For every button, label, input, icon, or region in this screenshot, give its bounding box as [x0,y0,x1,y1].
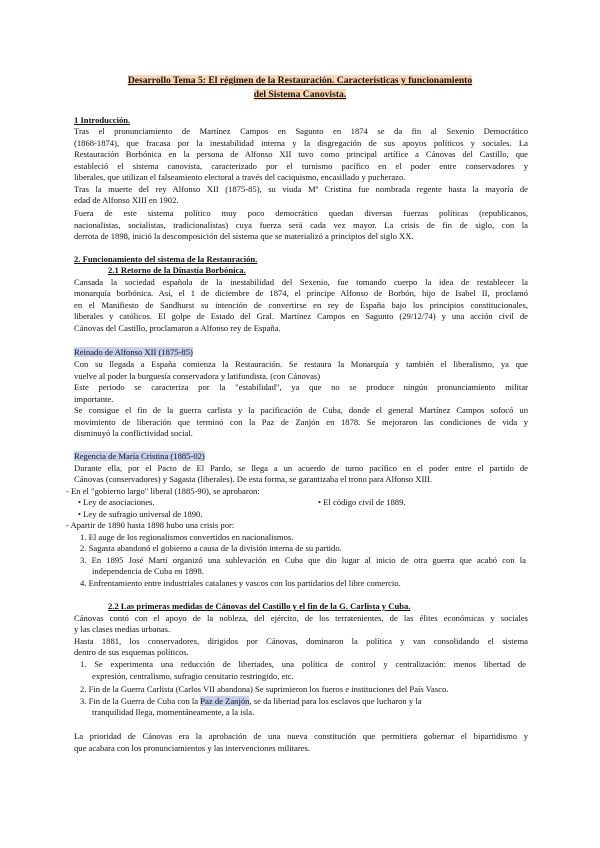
s2-p1-line: monarquía borbónica. Así, el 1 de diciembre de 1874, el príncipe Alfonso de Borbón, hijo de Isabel II, proclamó [74,288,528,298]
crisis-list-item: 4. Enfrentamiento entre industriales catalanes y vascos con los partidarios del libre comercio. [80,577,401,588]
crisis-list-item: 1. El auge de los regionalismos convertidos en nacionalismos. [80,531,294,542]
s1-p2-line: edad de Alfonso XIII en 1902. [74,195,179,205]
reinado-p2-line: importante. [74,393,114,404]
crisis-text: Apartir de 1890 hasta 1898 hubo una crisis por: [70,520,235,530]
regencia-p1-line: Durante ella, por el Pacto de El Pardo, se llega a un acuerdo de turno pacífico en el poder entre el partido de [74,462,528,473]
ley-asociaciones-text: Ley de asociaciones. [83,497,155,507]
reinado-p1-line: Con su llegada a España comienza la Restauración. Se restaura la Monarquía y también el liberalismo, ya que [74,359,528,369]
medidas-list-item: expresión, centralismo, sufragio censitario restringido, etc. [92,670,294,681]
final-p-line: La prioridad de Cánovas era la aprobación de una nueva constitución que permitiera gobernar el bipartidismo y [74,731,528,741]
s1-p3-line: nacionalistas, socialistas, tradicionalistas) cuya fuerza será cada vez mayor. La crisis de fin de siglo, con la [74,219,528,230]
s1-p1-line: estableció el sistema canovista, caracterizado por el turnismo pacífico en el poder entre conservadores y [74,160,528,171]
s1-p1-line: liberales, que utilizan el falseamiento electoral a través del caciquismo, encasillado y pucherazo. [74,172,406,182]
reinado-p1-line: vuelve al poder la burguesía conservadora y latifundista. (con Cánovas) [74,370,321,381]
ley-asociaciones-item: • Ley de asociaciones. [78,497,155,507]
title-text-2: del Sistema Canovista. [253,89,347,100]
subsection-2-2-heading: 2.2 Las primeras medidas de Cánovas del Castillo y el fin de la G. Carlista y Cuba. [108,601,411,611]
ley-sufragio-text: Ley de sufragio universal de 1890. [83,508,203,519]
regencia-heading-text: Regencia de María Cristina (1885-02) [74,451,205,461]
reinado-p3-line: movimiento de liberación que terminó con la Paz de Zanjón en 1878. Se mejoraron las condiciones de vida y [74,416,528,427]
reinado-p3-line: disminuyó la conflictividad social. [74,428,193,438]
s2-p3-line: dentro de sus esquemas políticos. [74,647,189,657]
crisis-list-item: 3. En 1895 José Martí organizó una sublevación en Cuba que dio lugar al inicio de otra guerra que acabó con la [80,554,526,565]
ley-sufragio-item: • Ley de sufragio universal de 1890. [78,508,203,519]
medidas-list-item: 1. Se experimenta una reducción de libertades, una política de control y centralización: menos libertad de [80,659,526,669]
regencia-heading [74,451,528,463]
s2-p1-line: en el Manifiesto de Sandhurst su intención de convertirse en rey de España bajo los principios constitucionales, [74,299,528,310]
codigo-civil-item: • El código civil de 1889. [318,497,406,507]
medidas-list-item-cuba [80,696,526,708]
medidas-list-item: tranquilidad llega, momentáneamente, a la isla. [92,707,255,717]
cuba-text-a: 3. Fin de la Guerra de Cuba con la [80,695,199,706]
title-text-1: Desarrollo Tema 5: El régimen de la Restauración. Características y funcionamiento [127,75,473,86]
s2-p1-line: liberales y católicos. El golpe de Estado del Gral. Martínez Campos en Sagunto (29/12/74) y una acción civil de [74,311,528,321]
crisis-list-item: independencia de Cuba en 1898. [92,566,204,576]
s2-p1-line: Cansada la sociedad española de la inestabilidad del Sexenio, fue tomando cuerpo la idea de restablecer la [74,276,528,287]
cuba-text-b: , se da libertad para los esclavos que lucharon y la [249,695,422,706]
doc-title-line-1 [80,74,520,87]
gobierno-largo-line: - En el "gobierno largo" liberal (1885-90), se aprobaron: [66,485,260,496]
section-2-heading: 2. Funcionamiento del sistema de la Restauración. [74,254,258,264]
subsection-2-1-heading: 2.1 Retorno de la Dinastía Borbónica. [108,265,246,275]
s1-p1-line: Tras el pronunciamiento de Martínez Campos en Sagunto en 1874 se da fin al Sexenio Democrático [74,126,528,136]
regencia-p1-line: Cánovas (conservadores) y Sagasta (liberales). De esta forma, se garantizaba el trono para Alfonso XIII. [74,474,433,484]
reinado-p3-line: Se consigue el fin de la guerra carlista y la pacificación de Cuba, donde el general Martínez Campos sofocó un [74,405,528,415]
section-1-heading: 1 Introducción. [74,115,131,125]
reinado-p2-line: Este periodo se caracteriza por la "estabilidad", ya que no se produce ningún pronunciamiento militar [74,382,528,392]
doc-title-line-2 [80,88,520,101]
reinado-heading-text: Reinado de Alfonso XII (1875-85) [74,347,193,357]
gobierno-largo-text: En el "gobierno largo" liberal (1885-90), se aprobaron: [71,485,260,496]
medidas-list-item: 2. Fin de la Guerra Carlista (Carlos VII abandona) Se suprimieron los fueros e instituciones del País Vasco. [80,684,449,694]
s1-p3-line: derrota de 1898, inició la descomposición del sistema que se materializó a principios del siglo XX. [74,231,414,241]
reinado-heading [74,347,528,359]
s1-p2-line: Tras la muerte del rey Alfonso XII (1875-85), su viuda Mª Cristina fue nombrada regente hasta la mayoría de [74,183,528,194]
codigo-civil-text: El código civil de 1889. [323,497,406,507]
s2-p2-line: y las clases medias urbanas. [74,624,171,634]
s1-p1-line: (1868-1874), que fracasa por la inestabilidad interna y la disgregación de sus apoyos políticos y sociales. La [74,137,528,148]
paz-zanjon-highlight: Paz de Zanjón [200,695,250,706]
s1-p3-line: Fuera de este sistema político muy poco democrático quedan diversas fuerzas políticas (republicanos, [74,208,528,218]
s2-p3-line: Hasta 1881, los conservadores, dirigidos por Cánovas, dominaron la política y van consolidando el sistema [74,635,528,646]
crisis-line: - Apartir de 1890 hasta 1898 hubo una crisis por: [66,520,235,530]
crisis-list-item: 2. Sagasta abandonó el gobierno a causa de la división interna de su partido. [80,543,342,553]
final-p-line: que acabara con los pronunciamientos y las intervenciones militares. [74,742,311,753]
s1-p1-line: Restauración Borbónica en la persona de Alfonso XII tuvo como principal artífice a Cánovas del Castillo, que [74,149,528,159]
s2-p1-line: Cánovas del Castillo, proclamaron a Alfonso rey de España. [74,322,281,333]
s2-p2-line: Cánovas contó con el apoyo de la nobleza, del ejército, de los terratenientes, de las élites económicas y sociales [74,612,528,623]
